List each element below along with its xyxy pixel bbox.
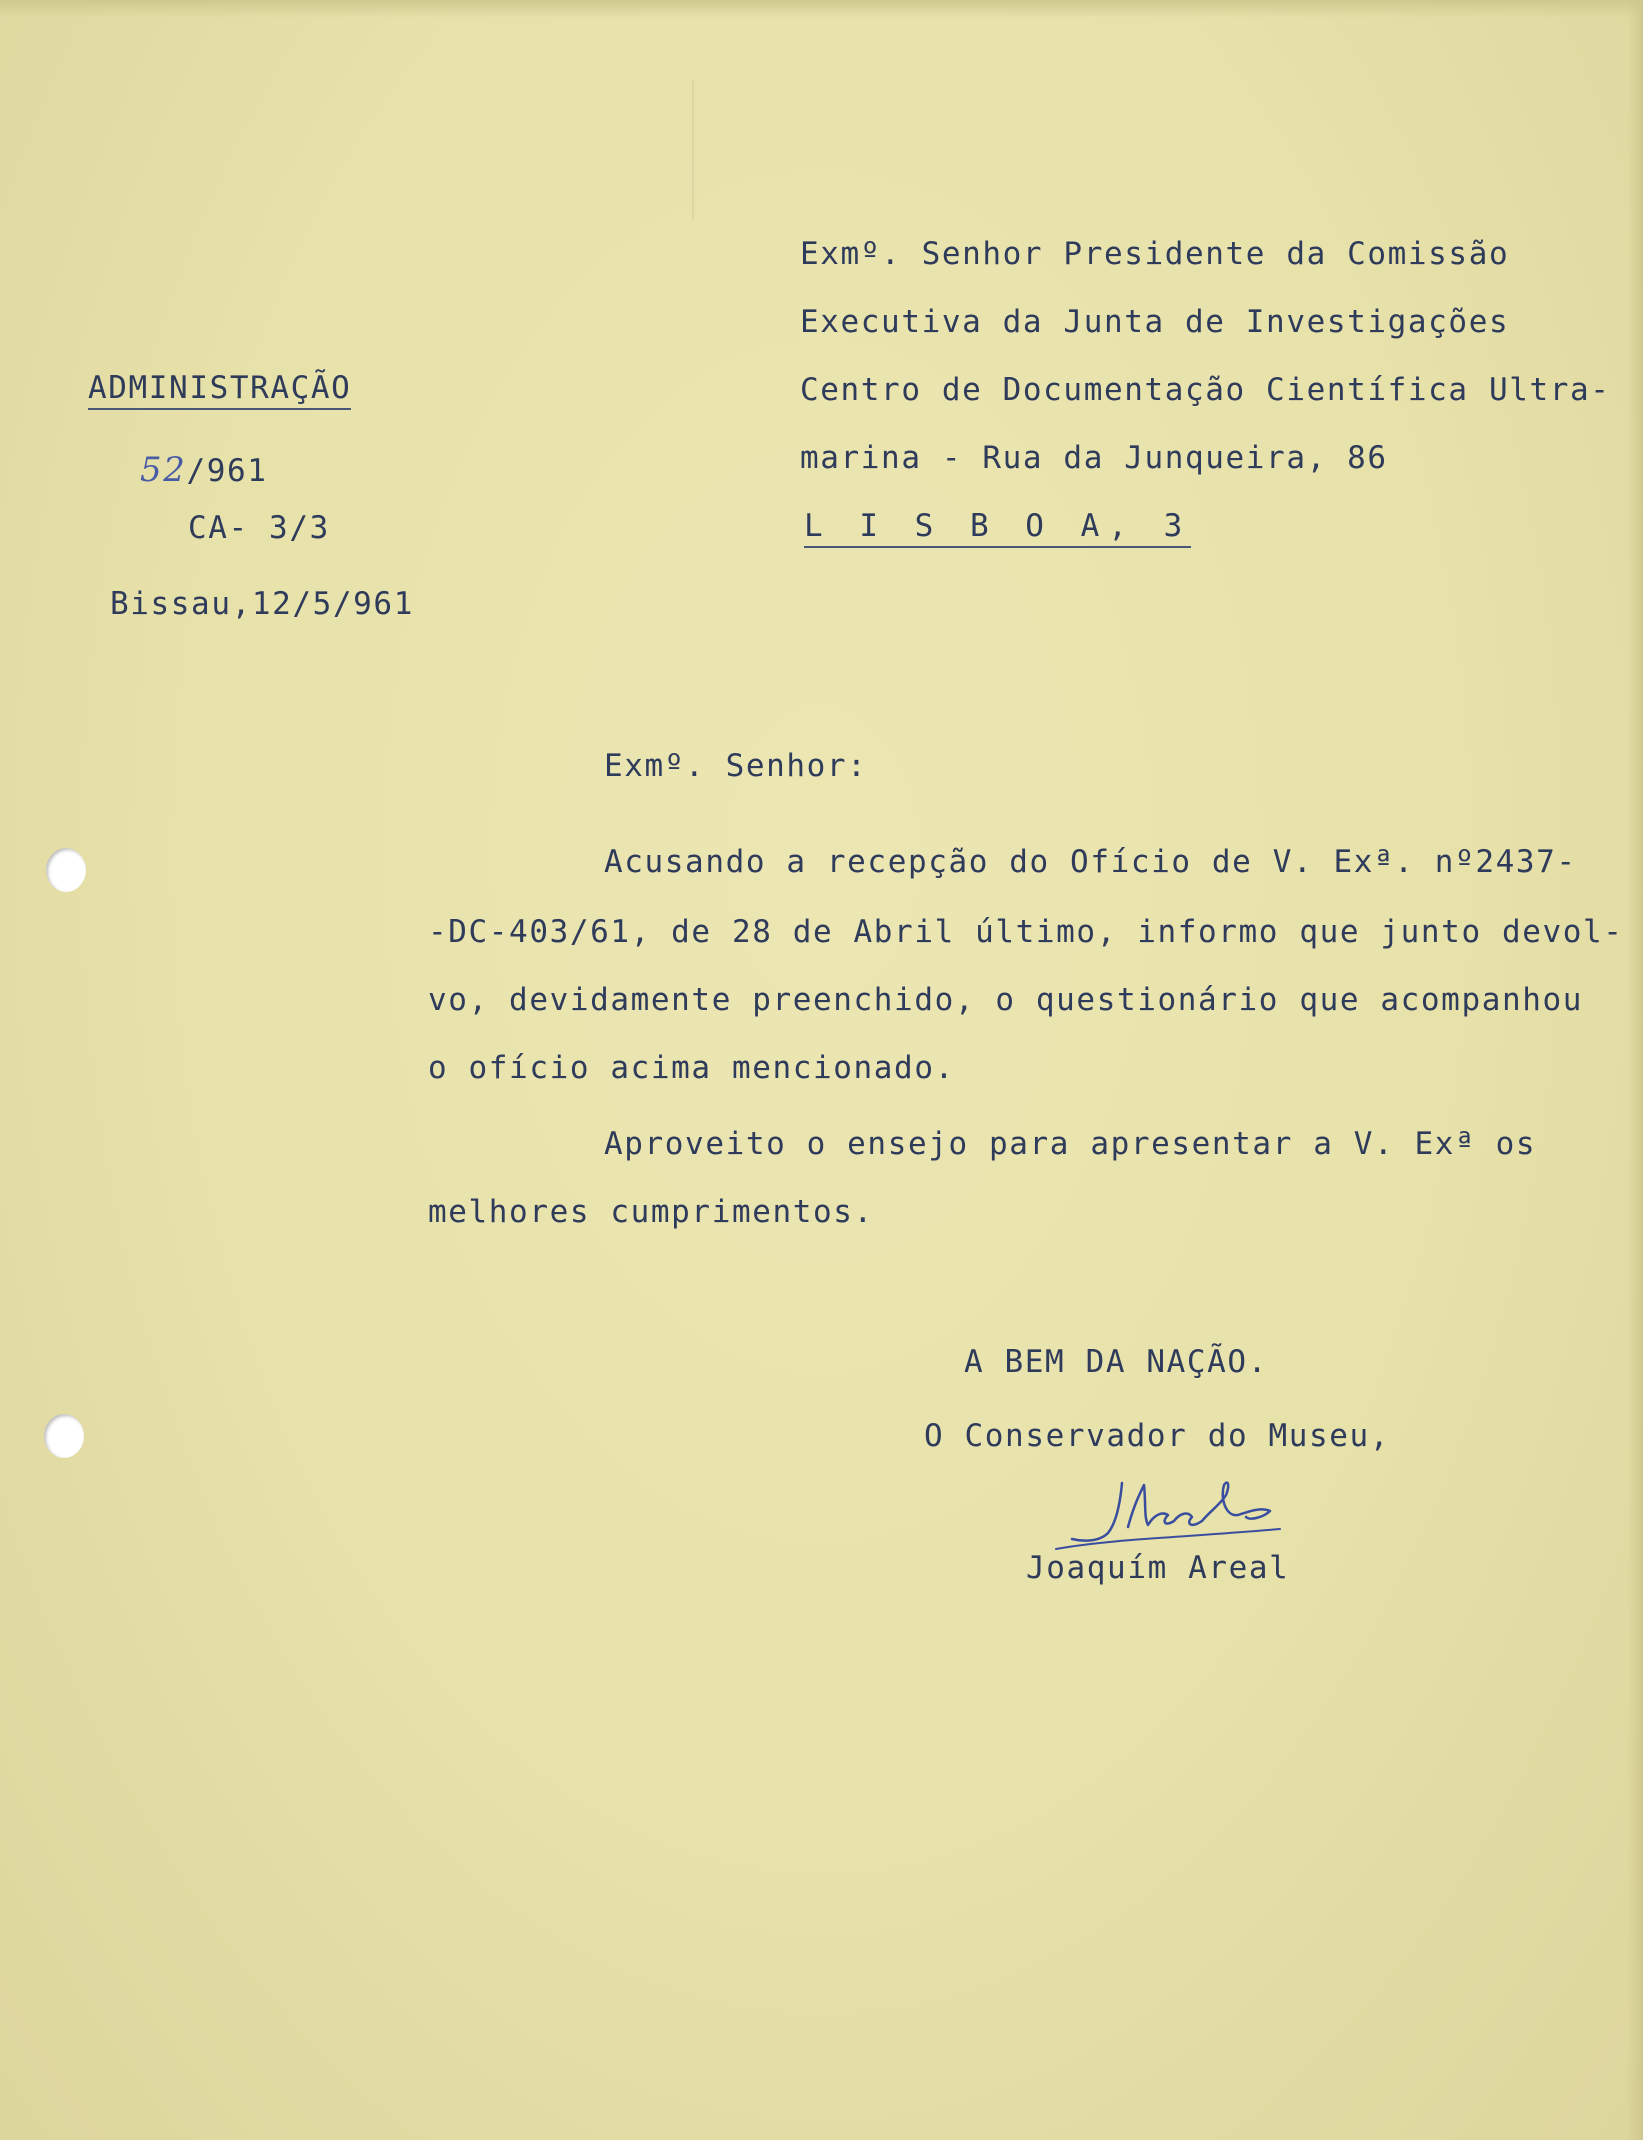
- paragraph-1-line-3: vo, devidamente preenchido, o questionário que acompanhou: [428, 982, 1584, 1018]
- signer-title: O Conservador do Museu,: [924, 1418, 1391, 1454]
- addressee-line-2: Executiva da Junta de Investigações: [800, 304, 1510, 340]
- signer-name: Joaquím Areal: [1026, 1550, 1290, 1586]
- paper-crease: [692, 80, 694, 220]
- reference-number: [140, 450, 268, 490]
- paragraph-1-line-4: o ofício acima mencionado.: [428, 1050, 955, 1086]
- paragraph-1-line-2: -DC-403/61, de 28 de Abril último, informo que junto devol-: [428, 914, 1624, 950]
- addressee-line-3: Centro de Documentação Científica Ultra-: [800, 372, 1611, 408]
- paragraph-2-line-1: Aproveito o ensejo para apresentar a V. Exª os: [604, 1126, 1537, 1162]
- addressee-line-1: Exmº. Senhor Presidente da Comissão: [800, 236, 1510, 272]
- paper-edge-right: [1627, 0, 1643, 2140]
- addressee-city: L I S B O A, 3: [804, 508, 1191, 548]
- paragraph-1-line-1: Acusando a recepção do Ofício de V. Exª. nº2437-: [604, 844, 1577, 880]
- place-and-date: Bissau,12/5/961: [110, 586, 414, 622]
- reference-code: CA- 3/3: [188, 510, 330, 546]
- punch-hole-top: [46, 848, 86, 892]
- addressee-line-4: marina - Rua da Junqueira, 86: [800, 440, 1388, 476]
- punch-hole-bottom: [44, 1414, 84, 1458]
- closing-motto: A BEM DA NAÇÃO.: [964, 1344, 1268, 1380]
- paper-edge-top: [0, 0, 1643, 18]
- handwritten-signature: [1050, 1455, 1330, 1565]
- paragraph-2-line-2: melhores cumprimentos.: [428, 1194, 874, 1230]
- handwritten-number: 52: [140, 450, 187, 490]
- salutation: Exmº. Senhor:: [604, 748, 868, 784]
- reference-year: /961: [186, 453, 268, 489]
- department-heading: ADMINISTRAÇÃO: [88, 370, 351, 410]
